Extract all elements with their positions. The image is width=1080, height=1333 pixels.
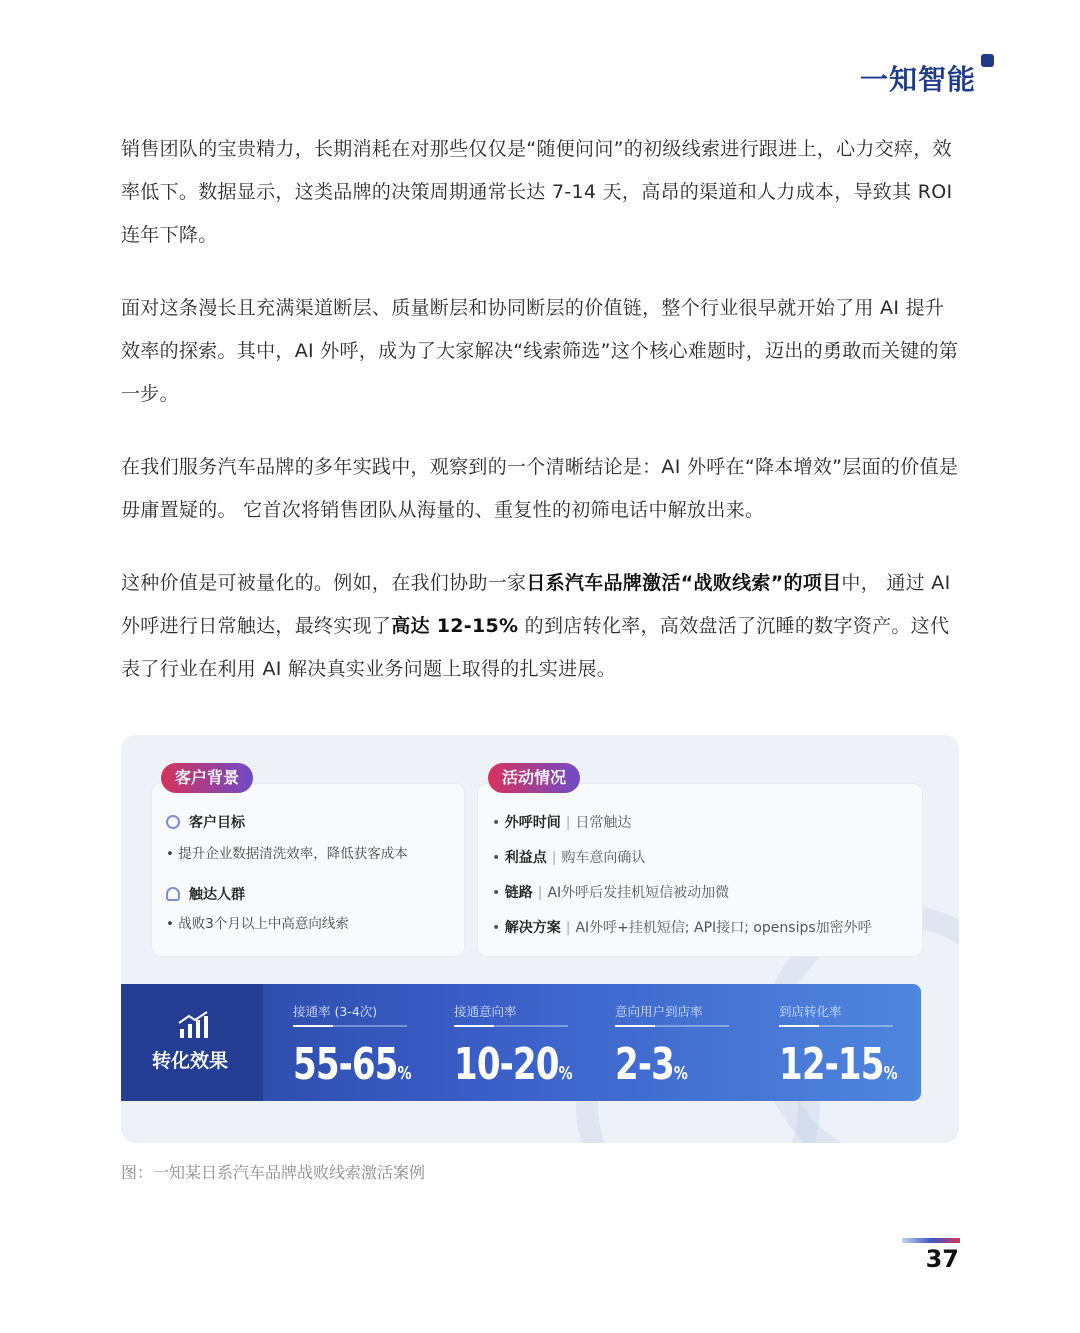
customer-goal-text: • 提升企业数据清洗效率，降低获客成本 (166, 846, 408, 862)
metric-unit: % (558, 1063, 572, 1084)
paragraph (121, 287, 961, 416)
emphasis-text: 高达 12-15% (391, 615, 519, 637)
emphasis-text: 日系汽车品牌激活“战败线索”的项目 (526, 572, 842, 594)
divider: | (537, 885, 543, 901)
page-number: 37 (925, 1245, 959, 1273)
target-icon (166, 815, 180, 829)
audience-text: • 战败3个月以上中高意向线索 (166, 916, 349, 932)
paragraph (121, 562, 961, 691)
user-group-icon (166, 887, 180, 901)
results-band (121, 984, 921, 1101)
metric-label: 接通率 (3-4次) (293, 1002, 407, 1027)
metric-label: 到店转化率 (779, 1002, 893, 1027)
page-accent-bar (902, 1238, 960, 1243)
metric-number: 10-20 (454, 1039, 559, 1090)
logo-text: 一知智能 (859, 63, 976, 96)
activity-item: • 解决方案 | AI外呼+挂机短信; API接口; opensips加密外呼 (492, 920, 872, 936)
activity-item: • 利益点 | 购车意向确认 (492, 850, 646, 866)
activity-value: 日常触达 (575, 815, 632, 831)
paragraph (121, 128, 961, 257)
customer-background-card (151, 783, 465, 957)
metric-value (615, 1039, 713, 1090)
customer-goal-heading (166, 812, 245, 832)
metric-unit: % (673, 1063, 688, 1084)
case-figure (121, 735, 959, 1143)
growth-chart-icon (177, 1011, 209, 1039)
figure-caption: 图：一知某日系汽车品牌战败线索激活案例 (121, 1163, 426, 1182)
paragraph-text: 在我们服务汽车品牌的多年实践中，观察到的一个清晰结论是：AI 外呼在“降本增效”层面的价值是毋庸置疑的。 它首次将销售团队从海量的、重复性的初筛电话中解放出来。 (121, 456, 959, 521)
article-body (121, 128, 961, 721)
activity-item: • 链路 | AI外呼后发挂机短信被动加微 (492, 885, 730, 901)
metric-number: 12-15 (779, 1039, 884, 1090)
activity-value: 购车意向确认 (561, 850, 646, 866)
metric-value (454, 1039, 572, 1090)
metric-intent-rate (454, 1002, 591, 1090)
activity-item: • 外呼时间 | 日常触达 (492, 815, 632, 831)
metric-number: 2-3 (615, 1039, 674, 1090)
metric-store-visit-rate (615, 1002, 729, 1090)
logo-mark-icon (981, 54, 994, 67)
paragraph-text: 面对这条漫长且充满渠道断层、质量断层和协同断层的价值链，整个行业很早就开始了用 AI 提升效率的探索。其中，AI 外呼，成为了大家解决“线索筛选”这个核心难题时，迈出的勇敢而关键的第一步。 (121, 297, 959, 405)
metric-connect-rate (293, 1002, 430, 1090)
customer-goal-title: 客户目标 (189, 815, 245, 831)
activity-key: 解决方案 (504, 920, 561, 936)
paragraph-text: 的到店转化率，高效盘活了沉睡的数字资产。这代表了行业在利用 AI 解决真实业务问题上取得的扎实进展。 (121, 615, 950, 680)
divider: | (551, 850, 557, 866)
customer-background-tag: 客户背景 (161, 763, 253, 793)
metric-conversion-rate (779, 1002, 916, 1090)
divider: | (565, 815, 571, 831)
activity-value: AI外呼+挂机短信; API接口; opensips加密外呼 (575, 920, 872, 936)
audience-heading (166, 884, 245, 904)
metric-number: 55-65 (293, 1039, 398, 1090)
metric-unit: % (397, 1063, 411, 1084)
activity-card (477, 783, 923, 957)
activity-key: 外呼时间 (504, 815, 561, 831)
metric-value (779, 1039, 897, 1090)
audience-title: 触达人群 (189, 887, 245, 903)
activity-value: AI外呼后发挂机短信被动加微 (547, 885, 730, 901)
paragraph-text: 这种价值是可被量化的。例如，在我们协助一家 (121, 572, 527, 594)
metric-unit: % (883, 1063, 897, 1084)
metric-value (293, 1039, 411, 1090)
metric-label: 意向用户到店率 (615, 1002, 729, 1027)
brand-logo (860, 58, 976, 98)
activity-tag: 活动情况 (488, 763, 580, 793)
paragraph-text: 销售团队的宝贵精力，长期消耗在对那些仅仅是“随便问问”的初级线索进行跟进上，心力交瘁，效率低下。数据显示，这类品牌的决策周期通常长达 7-14 天，高昂的渠道和人力成本，导致其 ROI 连年下降。 (121, 138, 953, 246)
activity-key: 利益点 (504, 850, 547, 866)
paragraph (121, 446, 961, 532)
activity-key: 链路 (504, 885, 533, 901)
divider: | (565, 920, 571, 936)
metric-label: 接通意向率 (454, 1002, 568, 1027)
paragraph-text: 中， 通过 AI 外呼进行日常触达，最终实现了 (121, 572, 951, 637)
results-heading-block (121, 984, 263, 1101)
results-title: 转化效果 (152, 1050, 229, 1072)
